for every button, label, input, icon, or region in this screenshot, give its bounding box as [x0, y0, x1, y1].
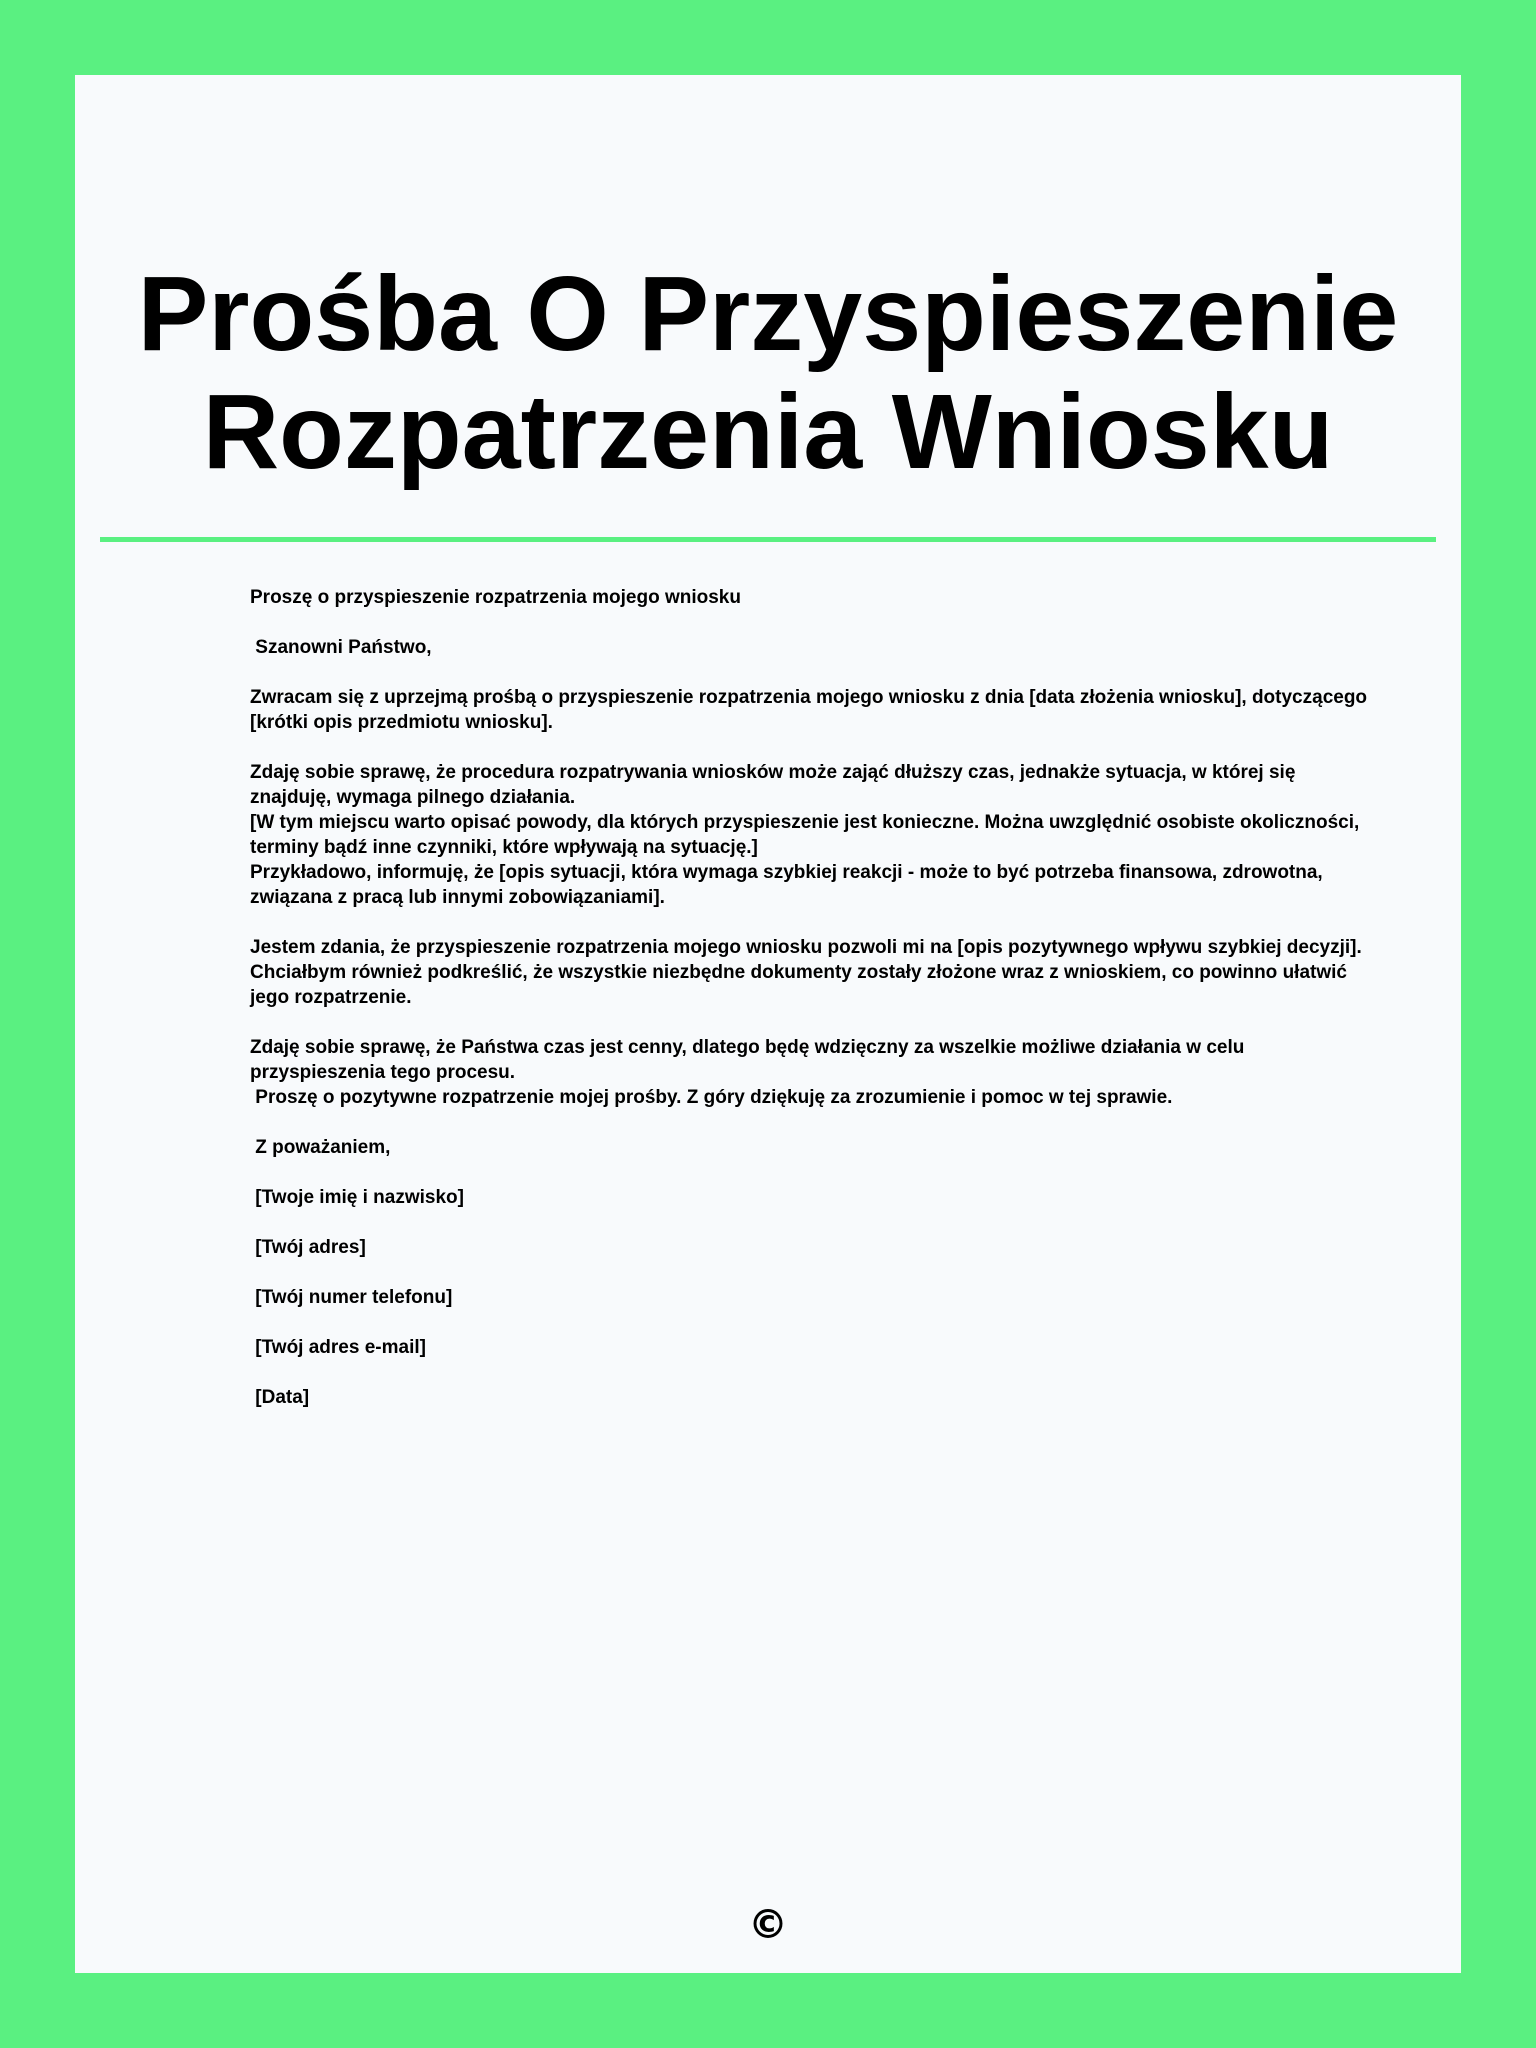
title-divider — [100, 537, 1436, 542]
letter-subject: Proszę o przyspieszenie rozpatrzenia mojego wniosku — [250, 587, 741, 608]
signature-email: [Twój adres e-mail] — [250, 1337, 426, 1358]
letter-body — [250, 585, 1370, 1410]
letter-greeting: Szanowni Państwo, — [250, 637, 432, 658]
letter-paragraph-3-line-2: Chciałbym również podkreślić, że wszystkie niezbędne dokumenty zostały złożone wraz z wnioskiem, co powinno ułatwić jego rozpatrzenie. — [250, 962, 1347, 1008]
copyright-icon: © — [748, 1902, 788, 1948]
letter-paragraph-4-line-1: Zdaję sobie sprawę, że Państwa czas jest cenny, dlatego będę wdzięczny za wszelkie możliwe działania w celu przyspieszenia tego procesu. — [250, 1037, 1245, 1083]
letter-paragraph-3-line-1: Jestem zdania, że przyspieszenie rozpatrzenia mojego wniosku pozwoli mi na [opis pozytywnego wpływu szybkiej decyzji]. — [250, 937, 1362, 958]
title-line-2: Rozpatrzenia Wniosku — [202, 373, 1334, 491]
signature-address: [Twój adres] — [250, 1237, 366, 1258]
signature-date: [Data] — [250, 1387, 310, 1408]
document-page — [75, 75, 1461, 1973]
signature-phone: [Twój numer telefonu] — [250, 1287, 453, 1308]
letter-paragraph-1: Zwracam się z uprzejmą prośbą o przyspieszenie rozpatrzenia mojego wniosku z dnia [data złożenia wniosku], dotyczącego [krótki opis przedmiotu wniosku]. — [250, 687, 1368, 733]
page-title — [75, 255, 1461, 491]
letter-paragraph-2-line-2: [W tym miejscu warto opisać powody, dla których przyspieszenie jest konieczne. Można uwzględnić osobiste okoliczności, terminy bądź inne czynniki, które wpływają na sytuację.] — [250, 812, 1360, 858]
letter-paragraph-2-line-1: Zdaję sobie sprawę, że procedura rozpatrywania wniosków może zająć dłuższy czas, jednakże sytuacja, w której się znajduję, wymaga pilnego działania. — [250, 762, 1296, 808]
letter-closing: Z poważaniem, — [250, 1137, 391, 1158]
letter-paragraph-2-line-3: Przykładowo, informuję, że [opis sytuacji, która wymaga szybkiej reakcji - może to być potrzeba finansowa, zdrowotna, związana z pracą lub innymi zobowiązaniami]. — [250, 862, 1323, 908]
signature-name: [Twoje imię i nazwisko] — [250, 1187, 464, 1208]
title-line-1: Prośba O Przyspieszenie — [137, 255, 1399, 373]
letter-paragraph-4-line-2: Proszę o pozytywne rozpatrzenie mojej prośby. Z góry dziękuję za zrozumienie i pomoc w tej sprawie. — [250, 1087, 1173, 1108]
